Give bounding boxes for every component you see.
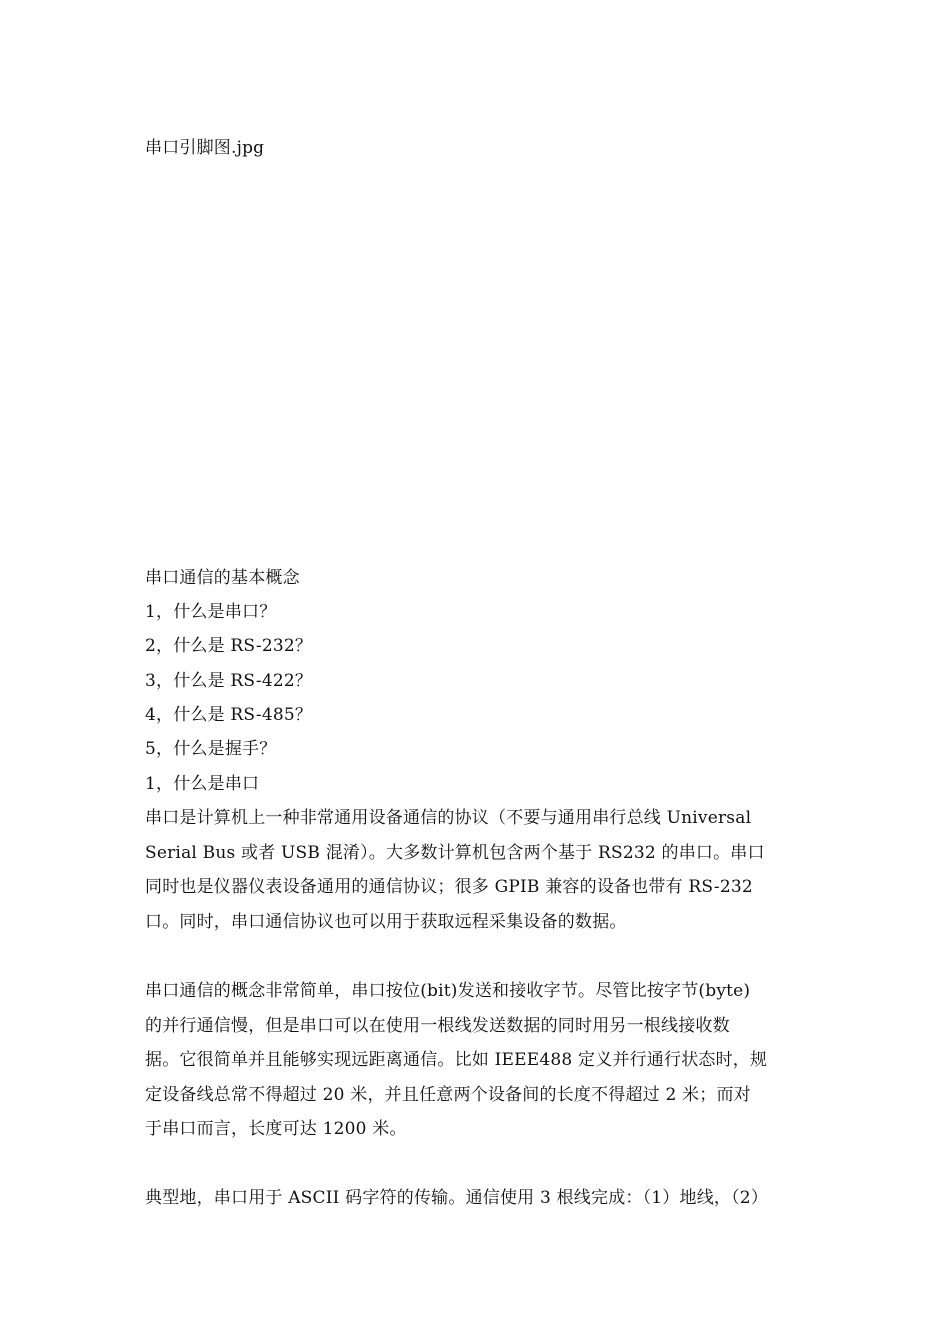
paragraph-1-line-1: 串口是计算机上一种非常通用设备通信的协议（不要与通用串行总线 Universal <box>145 808 752 828</box>
paragraph-3-line-1: 典型地，串口用于 ASCII 码字符的传输。通信使用 3 根线完成：（1）地线，（2） <box>145 1188 769 1208</box>
paragraph-2-line-3: 据。它很简单并且能够实现远距离通信。比如 IEEE488 定义并行通行状态时，规 <box>145 1050 768 1070</box>
subheading: 1，什么是串口 <box>145 774 260 794</box>
section-title: 串口通信的基本概念 <box>145 568 300 588</box>
image-caption: 串口引脚图.jpg <box>145 138 265 158</box>
toc-item-3: 3，什么是 RS-422？ <box>145 671 313 691</box>
paragraph-1-line-3: 同时也是仪器仪表设备通用的通信协议；很多 GPIB 兼容的设备也带有 RS-232 <box>145 877 753 897</box>
toc-item-5: 5，什么是握手？ <box>145 739 277 759</box>
paragraph-1-line-2: Serial Bus 或者 USB 混淆）。大多数计算机包含两个基于 RS232 的串口。串口 <box>145 842 765 863</box>
toc-item-2: 2，什么是 RS-232？ <box>145 636 313 656</box>
paragraph-1 <box>145 801 815 939</box>
paragraph-2-line-5: 于串口而言，长度可达 1200 米。 <box>145 1119 407 1139</box>
paragraph-1-line-4: 口。同时，串口通信协议也可以用于获取远程采集设备的数据。 <box>145 911 627 932</box>
toc-item-4: 4，什么是 RS-485？ <box>145 705 313 725</box>
paragraph-2-line-2: 的并行通信慢，但是串口可以在使用一根线发送数据的同时用另一根线接收数 <box>145 1015 730 1036</box>
paragraph-2-line-4: 定设备线总常不得超过 20 米，并且任意两个设备间的长度不得超过 2 米；而对 <box>145 1084 751 1105</box>
paragraph-2-line-1: 串口通信的概念非常简单，串口按位(bit)发送和接收字节。尽管比按字节(byte) <box>145 981 751 1001</box>
paragraph-2 <box>145 974 815 1147</box>
serial-pinout-image-area <box>145 170 805 550</box>
paragraph-3 <box>145 1181 815 1216</box>
toc-item-1: 1，什么是串口？ <box>145 602 277 622</box>
